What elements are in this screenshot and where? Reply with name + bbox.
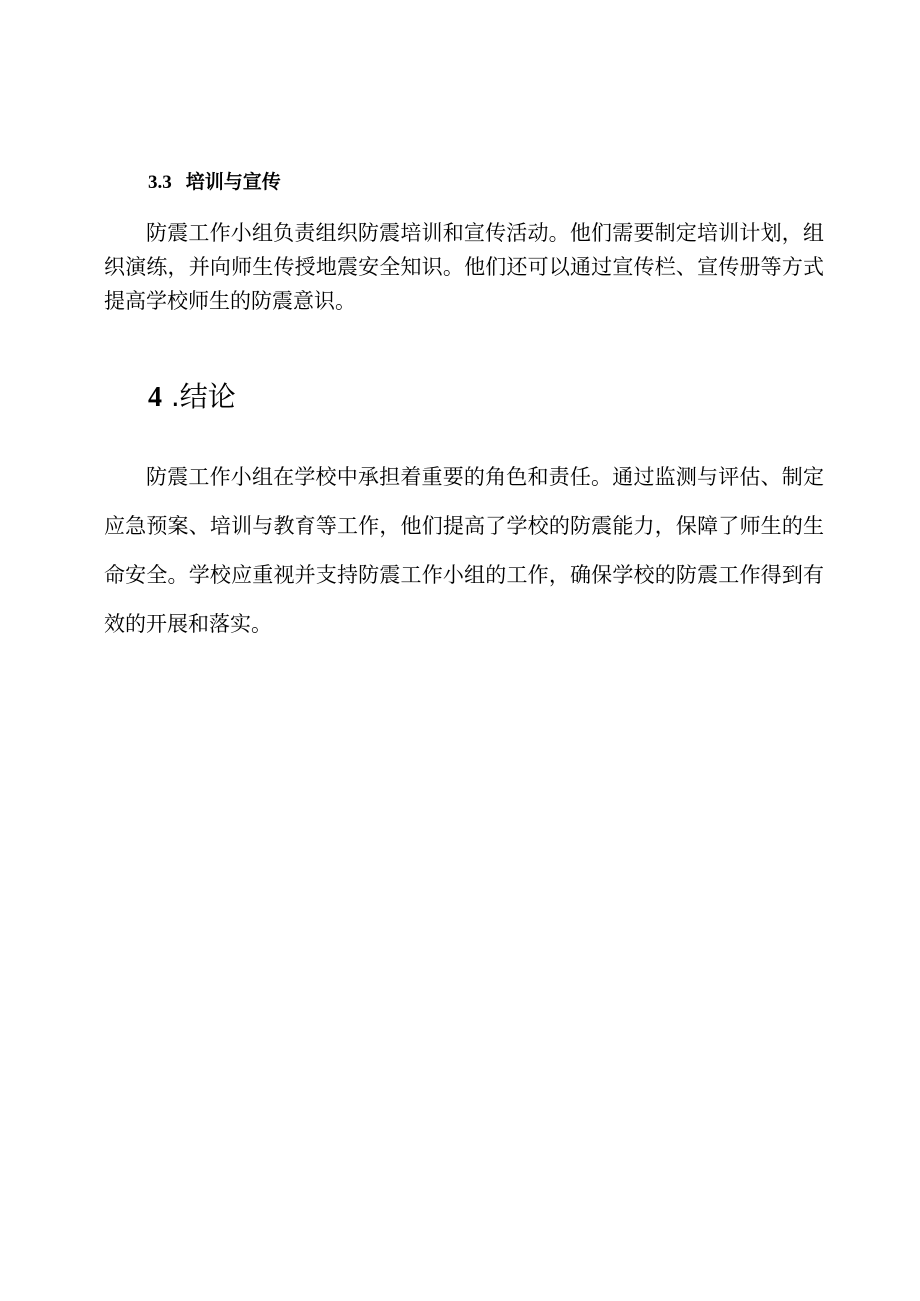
section-4-number: 4: [148, 382, 162, 413]
section-3-3-paragraph: 防震工作小组负责组织防震培训和宣传活动。他们需要制定培训计划，组织演练，并向师生传授地震安全知识。他们还可以通过宣传栏、宣传册等方式提高学校师生的防震意识。: [104, 221, 824, 313]
section-3-3-title: 培训与宣传: [185, 171, 281, 193]
section-3-3-number: 3.3: [148, 172, 172, 193]
section-4-paragraph: 防震工作小组在学校中承担着重要的角色和责任。通过监测与评估、制定应急预案、培训与教育等工作，他们提高了学校的防震能力，保障了师生的生命安全。学校应重视并支持防震工作小组的工作，确保学校的防震工作得到有效的开展和落实。: [104, 465, 824, 636]
section-3-3-heading: [148, 168, 281, 197]
section-4-heading: [148, 377, 236, 418]
section-4-title: .结论: [170, 380, 236, 413]
